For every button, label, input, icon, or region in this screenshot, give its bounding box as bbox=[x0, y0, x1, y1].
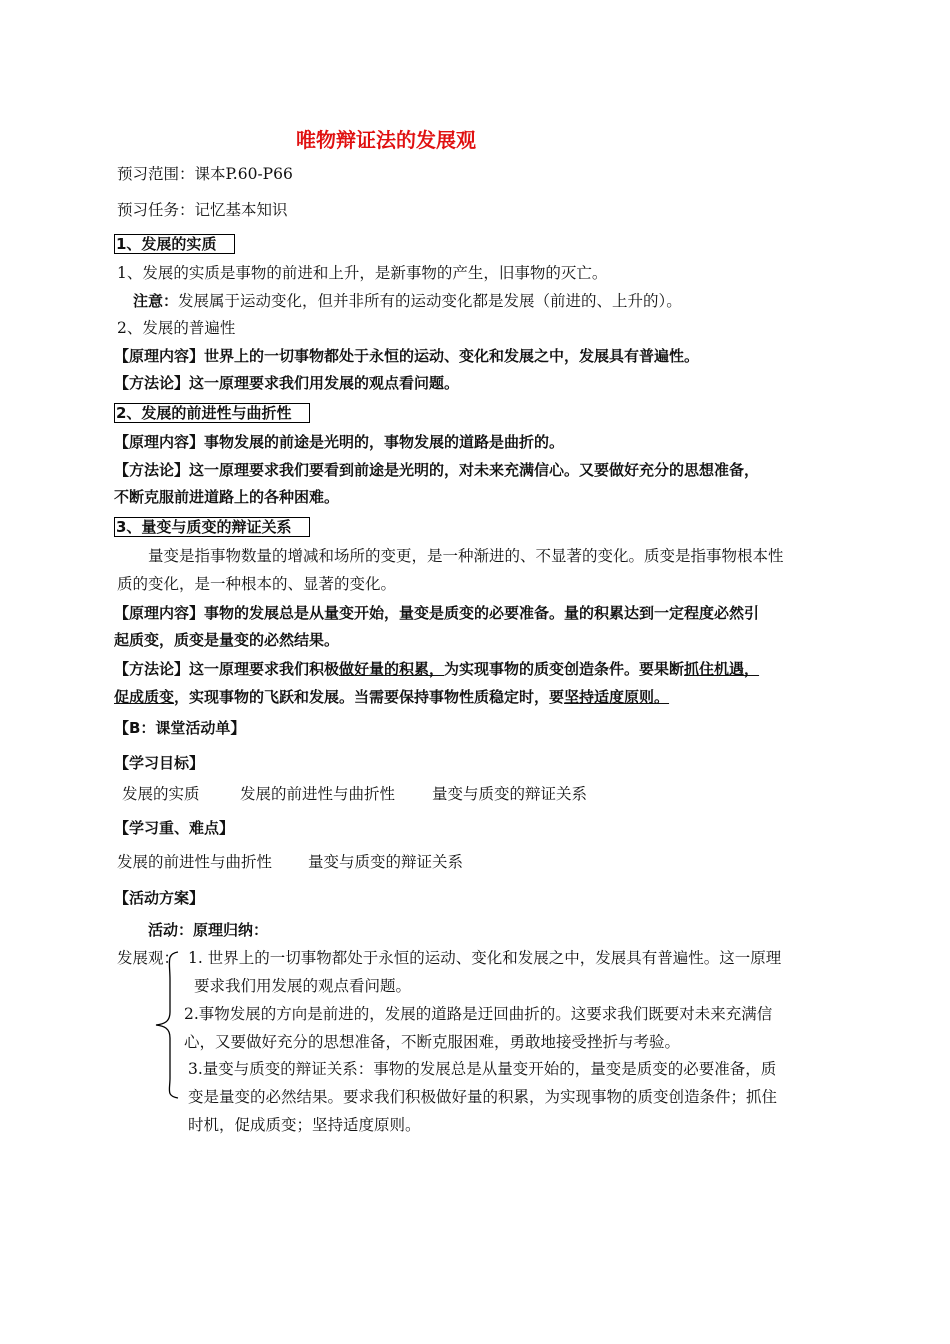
method-part: ，实现事物的飞跃和发展。当需要保持事物性质稳定时，要 bbox=[174, 688, 565, 706]
item-text: 2.事物发展的方向是前进的，发展的道路是迂回曲折的。这要求我们既要对未来充满信 bbox=[184, 1005, 773, 1023]
activity-label: 活动：原理归纳： bbox=[148, 921, 269, 939]
method-text: 不断克服前进道路上的各种困难。 bbox=[114, 488, 340, 506]
method-underlined: 坚持适度原则。 bbox=[564, 688, 670, 706]
method-part: 为实现事物的质变创造条件。要果断 bbox=[444, 660, 685, 678]
note-label: 注意： bbox=[133, 292, 179, 310]
goals-heading: 【学习目标】 bbox=[114, 754, 205, 772]
method-underlined: 抓住机遇， bbox=[684, 660, 760, 678]
goal-item: 发展的前进性与曲折性 bbox=[240, 785, 396, 803]
preview-range: 预习范围：课本P.60-P66 bbox=[117, 165, 293, 183]
keypoint-item: 量变与质变的辩证关系 bbox=[308, 853, 464, 871]
paragraph: 2、发展的普遍性 bbox=[117, 319, 236, 337]
item-text: 变是量变的必然结果。要求我们积极做好量的积累，为实现事物的质变创造条件；抓住 bbox=[188, 1088, 778, 1106]
paragraph: 1、发展的实质是事物的前进和上升，是新事物的产生，旧事物的灭亡。 bbox=[117, 264, 608, 282]
page-title: 唯物辩证法的发展观 bbox=[296, 128, 476, 152]
item-text: 时机，促成质变；坚持适度原则。 bbox=[188, 1116, 421, 1134]
principle-text: 【原理内容】世界上的一切事物都处于永恒的运动、变化和发展之中，发展具有普遍性。 bbox=[114, 347, 700, 365]
paragraph: 量变是指事物数量的增减和场所的变更，是一种渐进的、不显著的变化。质变是指事物根本性 bbox=[148, 547, 784, 565]
section-heading-1: 1、发展的实质 bbox=[114, 234, 235, 254]
method-text: 【方法论】这一原理要求我们用发展的观点看问题。 bbox=[114, 374, 460, 392]
item-text: 要求我们用发展的观点看问题。 bbox=[194, 977, 412, 995]
brace-icon bbox=[152, 950, 182, 1100]
method-underlined: 促成质变 bbox=[114, 688, 175, 706]
method-part: 【方法论】这一原理要求我们积极 bbox=[114, 660, 340, 678]
method-text: 【方法论】这一原理要求我们要看到前途是光明的，对未来充满信心。又要做好充分的思想准备， bbox=[114, 461, 760, 479]
section-heading-2: 2、发展的前进性与曲折性 bbox=[114, 403, 310, 423]
item-text: 3.量变与质变的辩证关系：事物的发展总是从量变开始的，量变是质变的必要准备，质 bbox=[188, 1060, 777, 1078]
plan-heading: 【活动方案】 bbox=[114, 889, 205, 907]
keypoints-heading: 【学习重、难点】 bbox=[114, 819, 235, 837]
goal-item: 量变与质变的辩证关系 bbox=[432, 785, 588, 803]
section-b-heading: 【B：课堂活动单】 bbox=[114, 719, 246, 737]
item-text: 1. 世界上的一切事物都处于永恒的运动、变化和发展之中，发展具有普遍性。这一原理 bbox=[188, 949, 782, 967]
goal-item: 发展的实质 bbox=[122, 785, 200, 803]
paragraph: 质的变化，是一种根本的、显著的变化。 bbox=[117, 575, 397, 593]
principle-text: 【原理内容】事物发展的前途是光明的，事物发展的道路是曲折的。 bbox=[114, 433, 565, 451]
method-text bbox=[114, 687, 669, 707]
principle-text: 起质变，质变是量变的必然结果。 bbox=[114, 631, 340, 649]
method-underlined: 做好量的积累， bbox=[339, 660, 445, 678]
section-heading-3: 3、量变与质变的辩证关系 bbox=[114, 517, 310, 537]
preview-task: 预习任务：记忆基本知识 bbox=[117, 201, 288, 219]
note bbox=[133, 291, 682, 311]
note-text: 发展属于运动变化，但并非所有的运动变化都是发展（前进的、上升的）。 bbox=[178, 292, 682, 310]
method-text bbox=[114, 659, 759, 679]
keypoint-item: 发展的前进性与曲折性 bbox=[117, 853, 273, 871]
principle-text: 【原理内容】事物的发展总是从量变开始，量变是质变的必要准备。量的积累达到一定程度必然引 bbox=[114, 604, 760, 622]
view-label: 发展观： bbox=[117, 949, 180, 967]
item-text: 心，又要做好充分的思想准备，不断克服困难，勇敢地接受挫折与考验。 bbox=[184, 1033, 681, 1051]
